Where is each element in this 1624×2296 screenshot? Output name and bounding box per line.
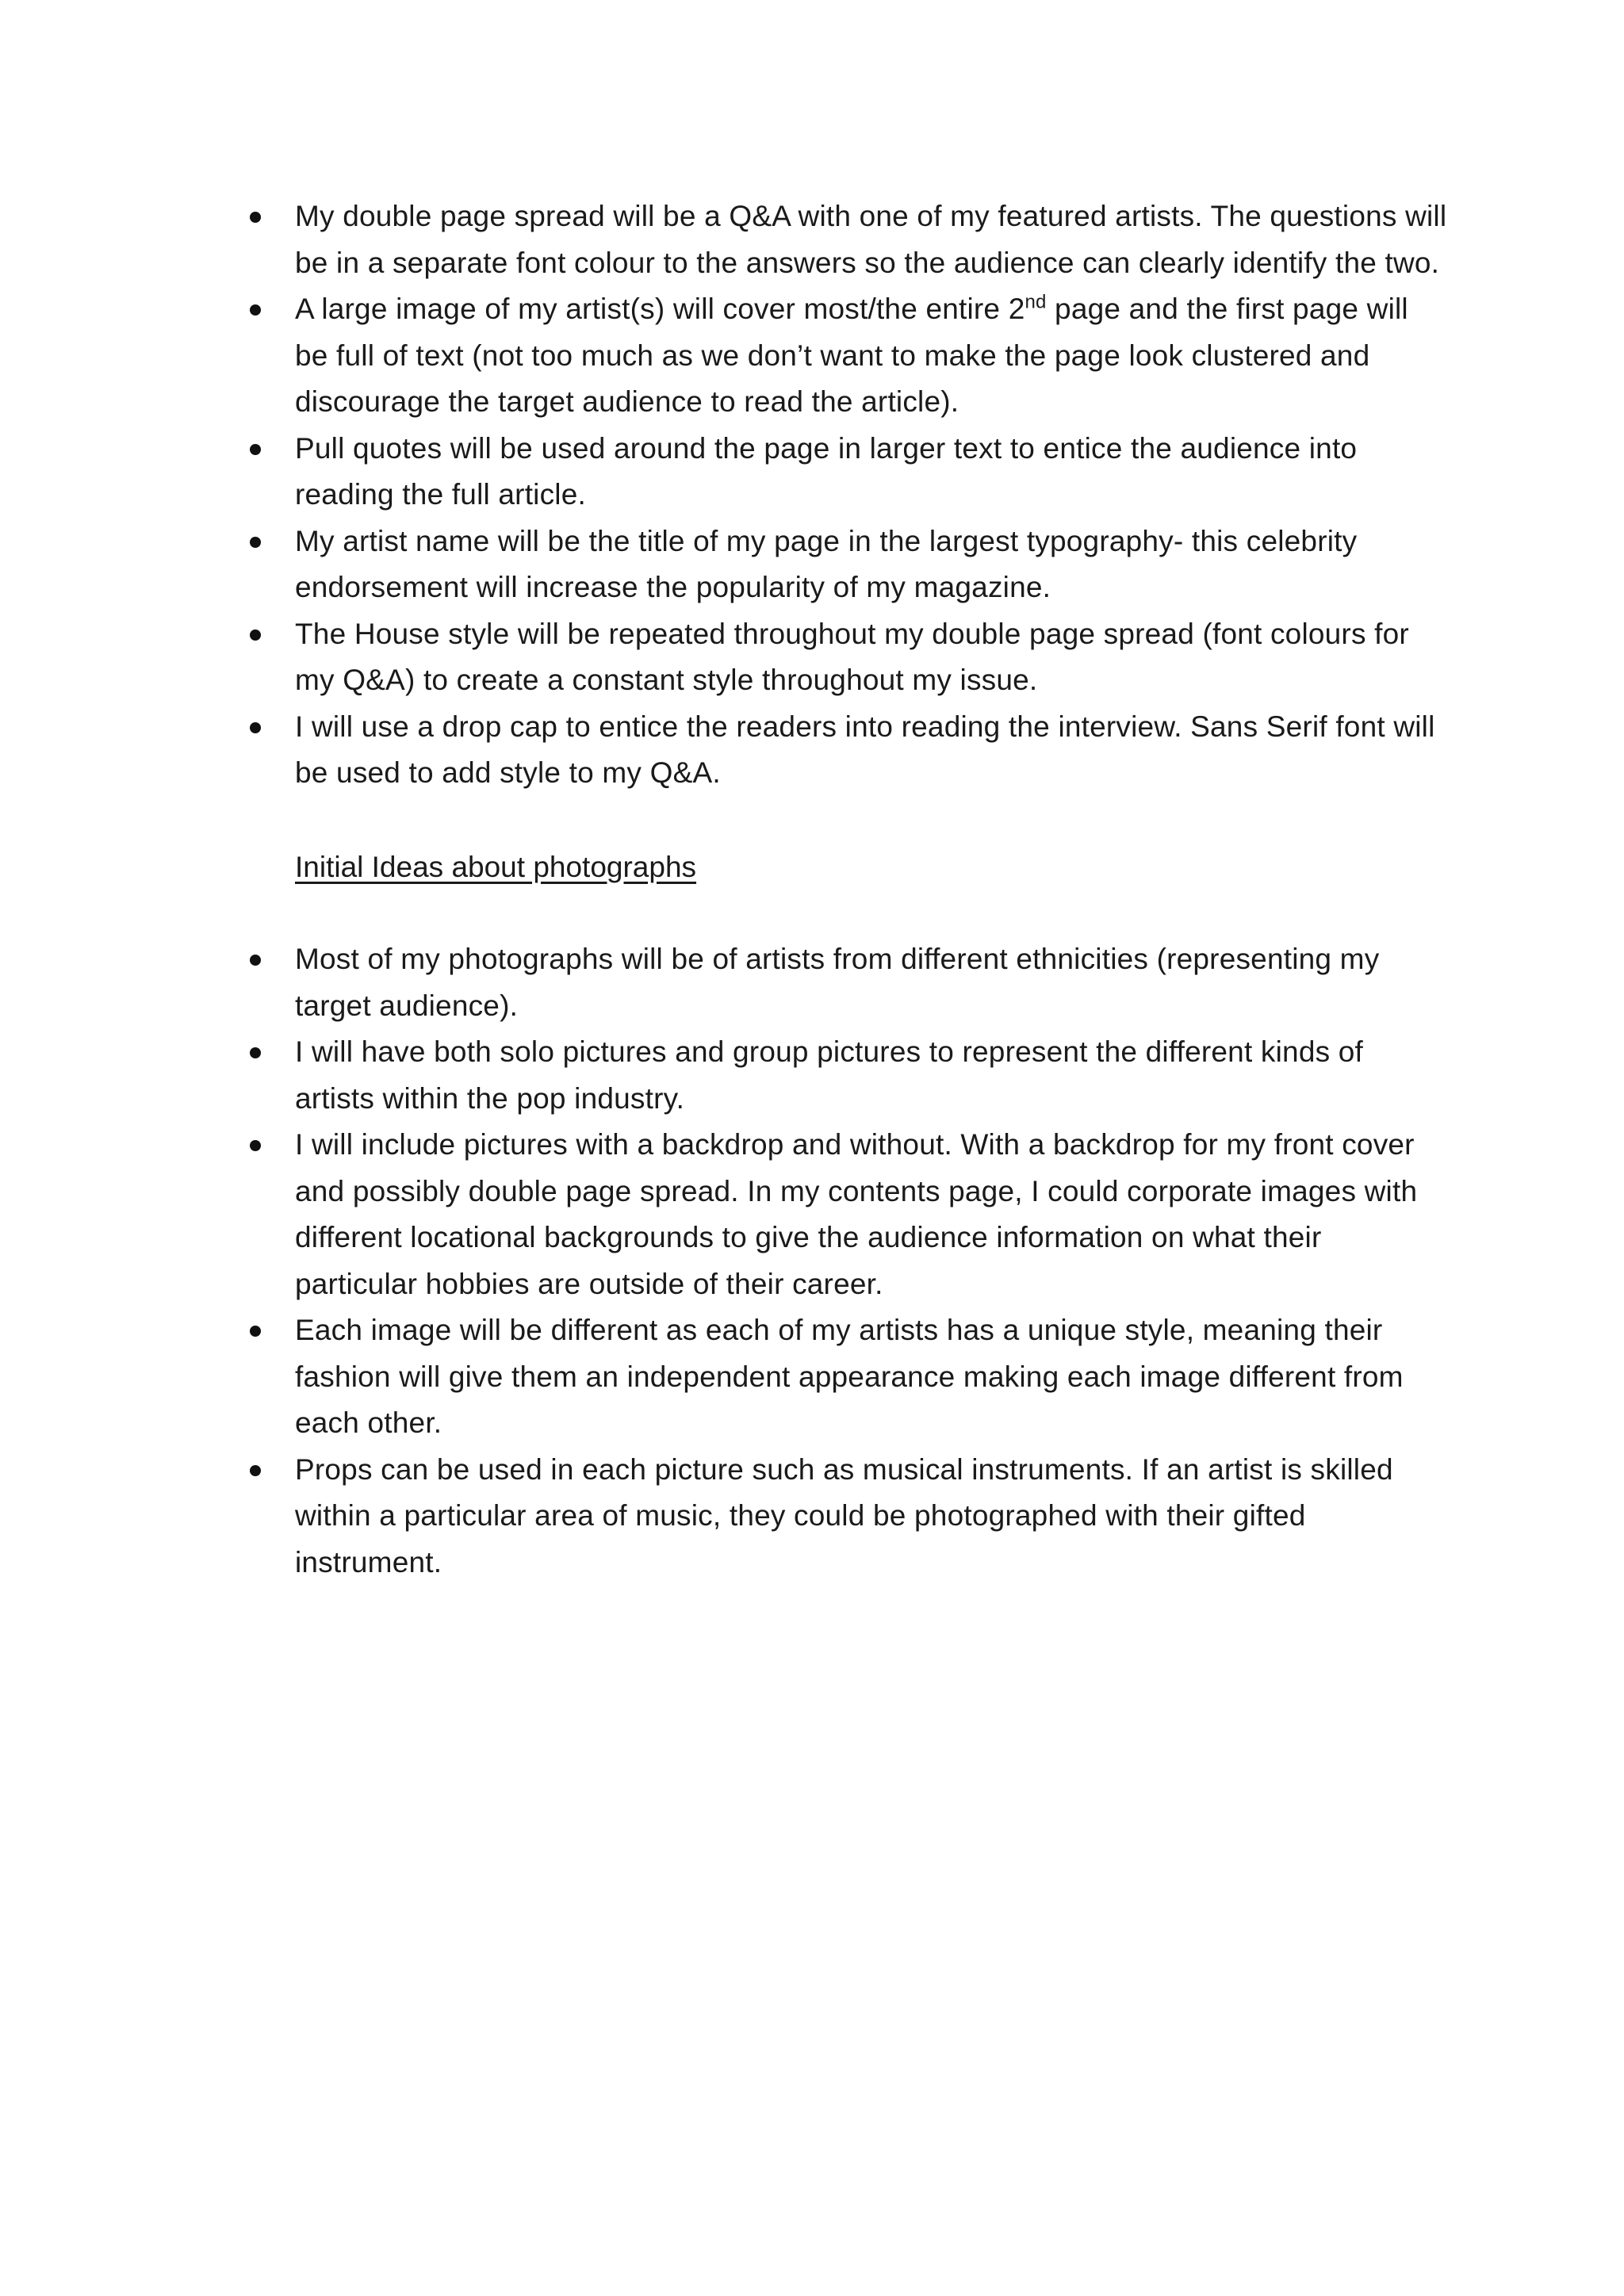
list-item-text-end: page and the first page will be full of text (not too much as we don’t want to make the page look clustered and discourage the target audience to read the article). (295, 293, 1408, 418)
list-item-text-start: A large image of my artist(s) will cover most/the entire 2 (295, 293, 1025, 325)
list-item (243, 611, 1448, 704)
document-content (243, 193, 1448, 1586)
bullet-icon (250, 1326, 261, 1337)
list-item (243, 519, 1448, 611)
bullet-icon (250, 1047, 261, 1058)
bullet-icon (250, 1140, 261, 1151)
list-item-text: Props can be used in each picture such as musical instruments. If an artist is skilled within a particular area of music, they could be photographed with their gifted instrument. (295, 1452, 1393, 1578)
list-item-text: I will include pictures with a backdrop and without. With a backdrop for my front cover and possibly double page spread. In my contents page, I could corporate images with different locational backgrounds to give the audience information on what their particular hobbies are outside of their career. (295, 1128, 1418, 1300)
list-item-text: I will have both solo pictures and group pictures to represent the different kinds of artists within the pop industry. (295, 1035, 1364, 1115)
list-item-text: My double page spread will be a Q&A with one of my featured artists. The questions will be in a separate font colour to the answers so the audience can clearly identify the two. (295, 200, 1447, 279)
double-page-spread-list (243, 193, 1448, 797)
list-item-text: Pull quotes will be used around the page in larger text to entice the audience into reading the full article. (295, 431, 1358, 511)
bullet-icon (250, 537, 261, 548)
bullet-icon (250, 955, 261, 966)
bullet-icon (250, 304, 261, 316)
list-item (243, 1307, 1448, 1447)
photographs-ideas-list (243, 936, 1448, 1586)
section-heading: Initial Ideas about photographs (295, 850, 697, 883)
list-item (243, 704, 1448, 797)
list-item (243, 936, 1448, 1029)
bullet-icon (250, 722, 261, 733)
list-item-text: My artist name will be the title of my page in the largest typography- this celebrity endorsement will increase the popularity of my magazine. (295, 524, 1358, 603)
list-item (243, 1447, 1448, 1586)
list-item-text: Most of my photographs will be of artists from different ethnicities (representing my target audience). (295, 943, 1380, 1022)
bullet-icon (250, 629, 261, 641)
list-item (243, 286, 1448, 426)
list-item-text: The House style will be repeated throughout my double page spread (font colours for my Q&A) to create a constant style throughout my issue. (295, 617, 1409, 696)
ordinal-superscript: nd (1025, 291, 1047, 313)
list-item (243, 1122, 1448, 1307)
list-item (243, 193, 1448, 286)
list-item-text: I will use a drop cap to entice the readers into reading the interview. Sans Serif font will be used to add style to my Q&A. (295, 710, 1435, 789)
list-item (243, 426, 1448, 519)
bullet-icon (250, 444, 261, 455)
list-item-text: Each image will be different as each of my artists has a unique style, meaning their fashion will give them an independent appearance making each image different from each other. (295, 1314, 1404, 1439)
bullet-icon (250, 212, 261, 223)
list-item (243, 1029, 1448, 1122)
bullet-icon (250, 1465, 261, 1476)
